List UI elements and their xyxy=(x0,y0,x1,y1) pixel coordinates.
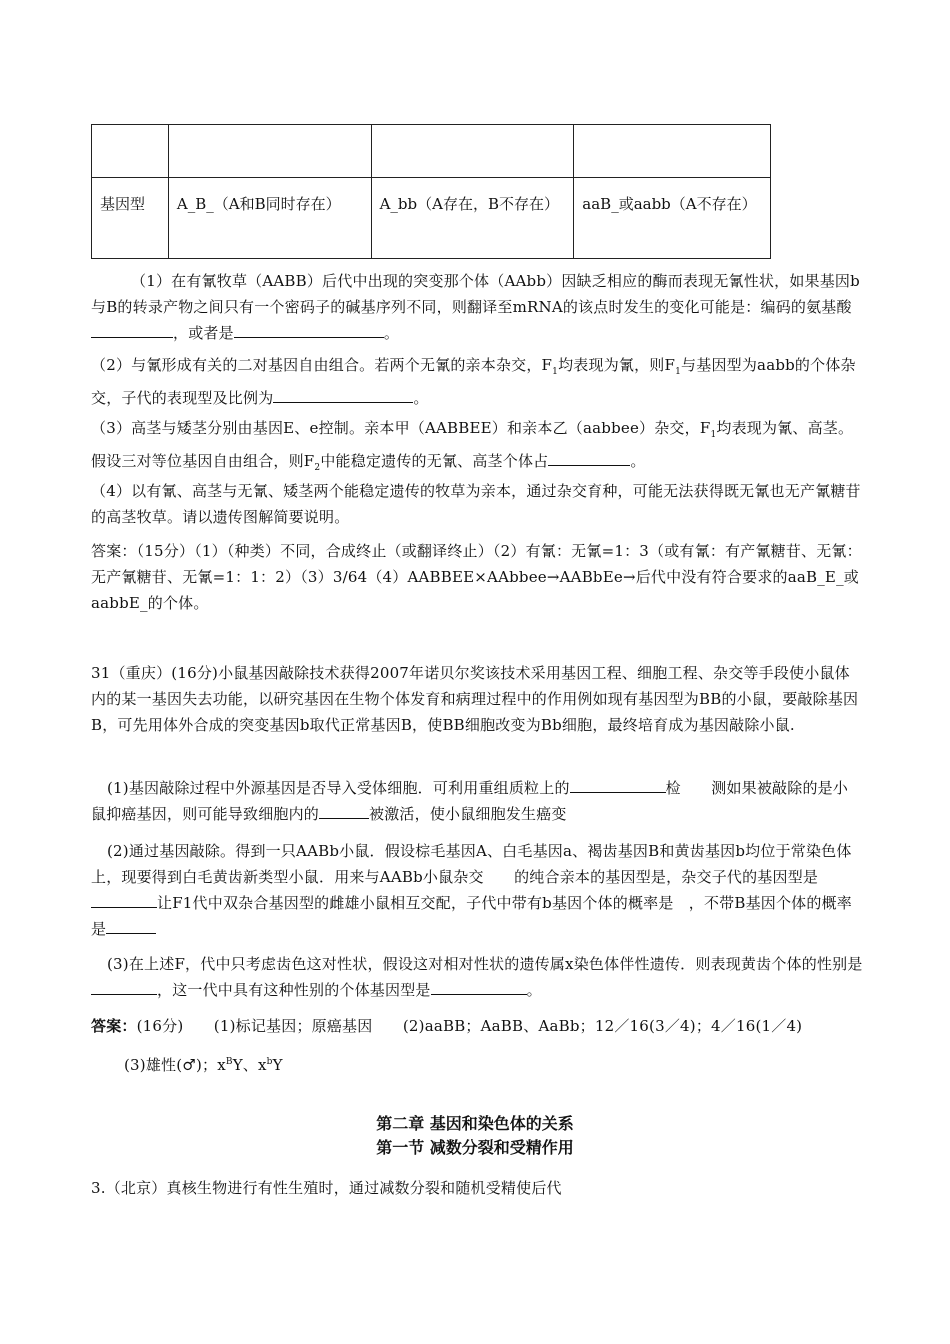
text: 。 xyxy=(383,324,400,342)
text: (2)通过基因敲除。得到一只AABb小鼠．假设棕毛基因A、白毛基因a、褐齿基因B和黄齿基因b均位于常染色体上，现要得到白毛黄齿新类型小鼠．用来与AABb小鼠杂交 的纯合亲本的基因型是，杂交子代的基因型是 xyxy=(91,842,852,886)
table-cell xyxy=(371,125,574,178)
text: （1）在有氰牧草（AABB）后代中出现的突变那个体（AAbb）因缺乏相应的酶而表现无氰性状，如果基因b与B的转录产物之间只有一个密码子的碱基序列不同，则翻译至mRNA的该点时发生的变化可能是：编码的氨基酸 xyxy=(91,272,860,316)
answer-blank xyxy=(91,321,173,338)
text: ，或者是 xyxy=(173,324,234,342)
text: ，这一代中具有这种性别的个体基因型是 xyxy=(157,981,431,999)
answer-blank xyxy=(106,917,156,934)
text: 均表现为氰、高茎。假设三对等位基因自由组合，则F xyxy=(91,419,854,470)
question-31-answer xyxy=(91,1013,863,1039)
question-1-part-1 xyxy=(91,268,863,346)
answer-blank xyxy=(91,891,157,908)
answer-blank xyxy=(431,978,527,995)
chapter-title: 第二章 基因和染色体的关系 xyxy=(376,1114,574,1133)
table-row xyxy=(92,178,771,259)
table-row-label: 基因型 xyxy=(92,178,169,259)
table-cell xyxy=(574,125,771,178)
text: Y、x xyxy=(232,1056,267,1074)
table-cell: A_B_（A和B同时存在） xyxy=(168,178,371,259)
question-31-answer-line-2 xyxy=(124,1049,824,1078)
question-31-part-3 xyxy=(91,951,863,1003)
answer-blank xyxy=(91,978,157,995)
text: 。 xyxy=(630,452,646,470)
table-header-row xyxy=(92,125,771,178)
answer-blank xyxy=(234,321,384,338)
text: (3)雄性(♂)；x xyxy=(124,1056,226,1074)
table-cell: aaB_或aabb（A不存在） xyxy=(574,178,771,259)
table-cell xyxy=(168,125,371,178)
question-1-answer: 答案：（15分）（1）（种类）不同，合成终止（或翻译终止）（2）有氰：无氰=1：3（或有氰：有产氰糖苷、无氰：无产氰糖苷、无氰=1：1：2）（3）3/64（4）AABBEE×AAbbee→AABbEe→后代中没有符合要求的aaB_E_或aabbE_的个体。 xyxy=(91,542,862,612)
superscript: B xyxy=(225,1057,233,1067)
text: 被激活，使小鼠细胞发生癌变 xyxy=(369,805,567,823)
text: 。 xyxy=(413,389,429,407)
text: (3)在上述F，代中只考虑齿色这对性状，假设这对相对性状的遗传属x染色体伴性遗传．则表现黄齿个体的性别是 xyxy=(107,955,863,973)
superscript: b xyxy=(266,1057,273,1067)
answer-label: 答案： xyxy=(91,1017,137,1035)
answer-blank xyxy=(273,386,413,403)
table-cell: A_bb（A存在，B不存在） xyxy=(371,178,574,259)
text: 。 xyxy=(526,981,542,999)
table-cell xyxy=(92,125,169,178)
answer-blank xyxy=(319,802,369,819)
answer-text: (16分) (1)标记基因；原癌基因 (2)aaBB；AaBB、AaBb；12／16(3／4)；4／16(1／4) xyxy=(136,1017,803,1035)
question-31-part-1 xyxy=(91,775,863,827)
subscript: 1 xyxy=(710,430,717,440)
question-31-intro: 31（重庆）(16分)小鼠基因敲除技术获得2007年诺贝尔奖该技术采用基因工程、细胞工程、杂交等手段使小鼠体内的某一基因失去功能，以研究基因在生物个体发育和病理过程中的作用例如现有基因型为BB的小鼠，要敲除基因B，可先用体外合成的突变基因b取代正常基因B，使BB细胞改变为Bb细胞，最终培育成为基因敲除小鼠. xyxy=(91,664,859,734)
text: (1)基因敲除过程中外源基因是否导入受体细胞．可利用重组质粒上的 xyxy=(107,779,570,797)
subscript: 2 xyxy=(314,463,321,473)
text: 与基因型为aabb的个体杂交，子代的表现型及比例为 xyxy=(91,356,856,407)
answer-blank xyxy=(548,449,630,466)
question-31-part-2 xyxy=(91,838,863,942)
question-1-part-2 xyxy=(91,352,863,411)
question-3-text: 3.（北京）真核生物进行有性生殖时，通过减数分裂和随机受精使后代 xyxy=(91,1179,562,1197)
question-1-part-4: （4）以有氰、高茎与无氰、矮茎两个能稳定遗传的牧草为亲本，通过杂交育种，可能无法获得既无氰也无产氰糖苷的高茎牧草。请以遗传图解简要说明。 xyxy=(91,482,861,526)
section-title: 第一节 减数分裂和受精作用 xyxy=(376,1138,574,1157)
answer-blank xyxy=(570,776,666,793)
text: 中能稳定遗传的无氰、高茎个体占 xyxy=(320,452,549,470)
subscript: 1 xyxy=(675,367,682,377)
text: （3）高茎与矮茎分别由基因E、e控制。亲本甲（AABBEE）和亲本乙（aabbee）杂交，F xyxy=(91,419,711,437)
subscript: 1 xyxy=(552,367,559,377)
text: 检 测如果被敲除的是小鼠抑癌基因，则可能导致细胞内的 xyxy=(91,779,849,823)
text: Y xyxy=(272,1056,283,1074)
text: 让F1代中双杂合基因型的雌雄小鼠相互交配，子代中带有b基因个体的概率是 ，不带B基因个体的概率是 xyxy=(91,894,852,938)
genotype-table xyxy=(91,124,771,259)
text: 均表现为氰，则F xyxy=(558,356,676,374)
question-1-part-3 xyxy=(91,415,863,481)
text: （2）与氰形成有关的二对基因自由组合。若两个无氰的亲本杂交，F xyxy=(91,356,553,374)
